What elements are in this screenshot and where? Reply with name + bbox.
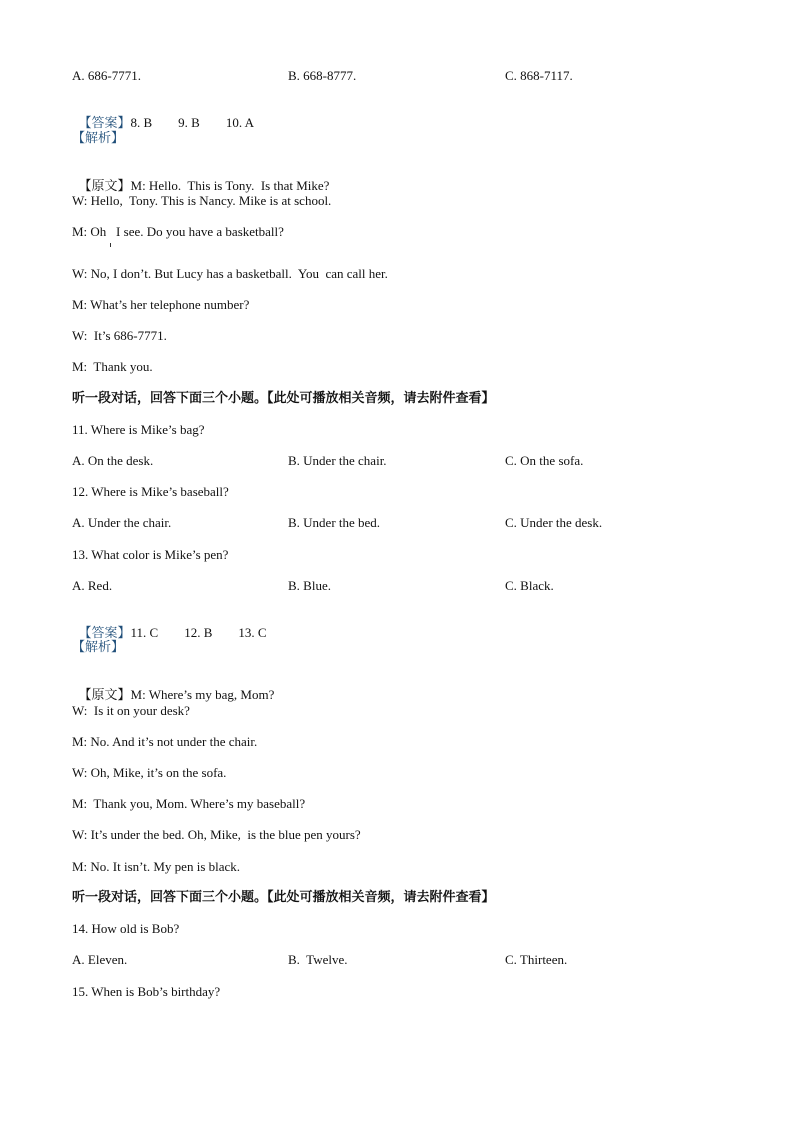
section-instruction: 听一段对话，回答下面三个小题。【此处可播放相关音频，请去附件查看】 bbox=[72, 890, 495, 905]
transcript-line: M: Oh I see. Do you have a basketball? bbox=[72, 224, 284, 239]
transcript-line: W: Is it on your desk? bbox=[72, 703, 190, 718]
option-b: B. Under the chair. bbox=[288, 453, 387, 468]
transcript-text: M: Hello. This is Tony. Is that Mike? bbox=[130, 178, 330, 193]
option-c: C. Thirteen. bbox=[505, 952, 568, 967]
option-b: B. Blue. bbox=[288, 578, 331, 593]
option-b: B. Under the bed. bbox=[288, 515, 381, 530]
transcript-tag: 【原文】 bbox=[78, 688, 131, 703]
transcript-line: M: No. And it’s not under the chair. bbox=[72, 734, 258, 749]
answer-line bbox=[72, 609, 267, 642]
stray-mark bbox=[110, 243, 111, 247]
option-a: A. Eleven. bbox=[72, 952, 128, 967]
transcript-line: W: It’s 686-7771. bbox=[72, 328, 167, 343]
transcript-line: W: No, I don’t. But Lucy has a basketball. You can call her. bbox=[72, 266, 388, 281]
transcript-line: M: Thank you. bbox=[72, 359, 153, 374]
question-stem: 15. When is Bob’s birthday? bbox=[72, 984, 221, 999]
section-instruction: 听一段对话，回答下面三个小题。【此处可播放相关音频，请去附件查看】 bbox=[72, 391, 495, 406]
answer-text: 8. B 9. B 10. A bbox=[130, 115, 255, 130]
option-a: A. Red. bbox=[72, 578, 113, 593]
transcript-line: M: What’s her telephone number? bbox=[72, 297, 250, 312]
analysis-tag: 【解析】 bbox=[72, 640, 125, 655]
transcript-line: W: It’s under the bed. Oh, Mike, is the blue pen yours? bbox=[72, 827, 361, 842]
option-c: C. Black. bbox=[505, 578, 554, 593]
answer-tag: 【答案】 bbox=[78, 626, 131, 641]
transcript-tag: 【原文】 bbox=[78, 179, 131, 194]
transcript-first-line bbox=[72, 162, 329, 195]
option-a: A. On the desk. bbox=[72, 453, 154, 468]
option-c: C. Under the desk. bbox=[505, 515, 603, 530]
question-stem: 13. What color is Mike’s pen? bbox=[72, 547, 229, 562]
option-c: C. On the sofa. bbox=[505, 453, 584, 468]
answer-text: 11. C 12. B 13. C bbox=[130, 625, 267, 640]
answer-tag: 【答案】 bbox=[78, 116, 131, 131]
transcript-text: M: Where’s my bag, Mom? bbox=[130, 687, 275, 702]
question-stem: 14. How old is Bob? bbox=[72, 921, 180, 936]
option-a: A. 686-7771. bbox=[72, 68, 141, 83]
option-c: C. 868-7117. bbox=[505, 68, 573, 83]
transcript-line: M: No. It isn’t. My pen is black. bbox=[72, 859, 241, 874]
option-a: A. Under the chair. bbox=[72, 515, 172, 530]
option-b: B. Twelve. bbox=[288, 952, 348, 967]
transcript-first-line bbox=[72, 671, 274, 704]
answer-line bbox=[72, 99, 254, 132]
transcript-line: W: Hello, Tony. This is Nancy. Mike is at school. bbox=[72, 193, 332, 208]
question-stem: 11. Where is Mike’s bag? bbox=[72, 422, 205, 437]
transcript-line: W: Oh, Mike, it’s on the sofa. bbox=[72, 765, 227, 780]
question-stem: 12. Where is Mike’s baseball? bbox=[72, 484, 229, 499]
transcript-line: M: Thank you, Mom. Where’s my baseball? bbox=[72, 796, 306, 811]
analysis-tag: 【解析】 bbox=[72, 131, 125, 146]
option-b: B. 668-8777. bbox=[288, 68, 357, 83]
